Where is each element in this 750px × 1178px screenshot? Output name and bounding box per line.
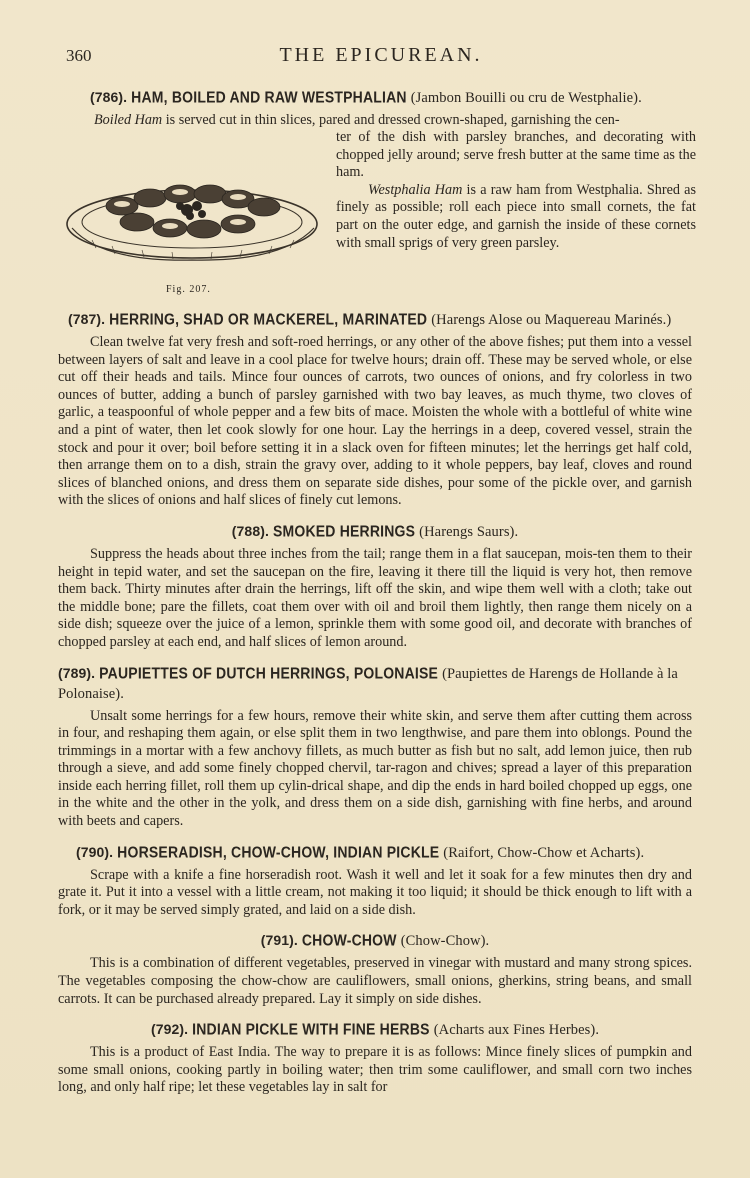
recipe-french-title: (Chow-Chow). bbox=[400, 933, 490, 950]
recipe-heading bbox=[58, 931, 692, 951]
recipe-french-title: (Paupiettes de Harengs de Hollande à la Polonaise). bbox=[58, 665, 678, 702]
ham-block bbox=[58, 112, 696, 302]
recipe-number: (790). bbox=[76, 843, 114, 860]
recipe-number: (787). bbox=[68, 311, 106, 327]
boiled-ham-continued: ter of the dish with parsley branches, and decorating with chopped jelly around; serve fresh butter at the same time as the ham. bbox=[336, 129, 696, 181]
lead-text: is served cut in thin slices, pared and dressed crown-shaped, garnishing the cen- bbox=[162, 112, 620, 128]
recipe-body: Scrape with a knife a fine horseradish root. Wash it well and let it soak for a few minutes then dry and grate it. Put it into a vessel with a little cream, not making it too liquid; it should be thick enough to lift with a fork, or it may be served simply grated, and laid on a side dish. bbox=[58, 866, 692, 918]
westphalia-text: is a raw ham from Westphalia. Shred as finely as possible; roll each piece into small cornets, the fat part on the outer edge, and garnish the inside of these cornets with small sprigs of very green parsley. bbox=[336, 181, 696, 251]
recipe-lead bbox=[58, 112, 692, 130]
recipe-body: This is a combination of different vegetables, preserved in vinegar with mustard and many strong spices. The vegetables composing the chow-chow are cauliflowers, small onions, gherkins, string beans, and small carrots. It can be purchased already prepared. Lay it simply on side dishes. bbox=[58, 955, 692, 1007]
recipe-number: (792). bbox=[150, 1021, 189, 1038]
recipe-body: Suppress the heads about three inches from the tail; range them in a flat saucepan, mois-ten them to their height in tepid water, and set the saucepan on the fire, leaving it there till the liquid is very hot, then remove them back. Thirty minutes after drain the herrings, lift off the skin, and wipe them well with a cloth; take out the middle bone; pare the fillets, coat them over with oil and broil them lightly, then range them nicely on a side dish; squeeze over the juice of a lemon, sprinkle them with some good oil, and decorate with branches of chopped parsley at each end, and half slices of lemon around. bbox=[58, 545, 692, 650]
recipe-heading bbox=[58, 310, 692, 330]
recipe-790 bbox=[58, 843, 692, 920]
recipe-number: (789). bbox=[58, 664, 96, 681]
recipe-heading bbox=[58, 664, 692, 704]
recipe-number: (788). bbox=[231, 522, 269, 539]
recipe-french-title: (Acharts aux Fines Herbes). bbox=[433, 1022, 600, 1039]
figure-caption: Fig. 207. bbox=[166, 284, 211, 295]
recipe-body: Clean twelve fat very fresh and soft-roed herrings, or any other of the above fishes; put them into a vessel between layers of salt and leave in a cool place for twelve hours; drain off. These may be served whole, or else cut off their heads and tails. Mince four ounces of carrots, two ounces of onions, and fry colorless in two ounces of butter, adding a bunch of parsley garnished with two bay leaves, as much thyme, two cloves of garlic, a teaspoonful of whole pepper and a few bits of mace. Moisten the whole with a bottleful of white wine and a pint of water, then let cook slowly for one hour. Lay the herrings in a deep, covered vessel, strain the stock and pour it over; boil before setting it in a slack oven for fifteen minutes; let the herrings get half cold, then arrange them on to a dish, strain the gravy over, adding to it whole peppers, bay leaf, cloves and round slices of blanched onions, and dress them on separate side dishes, pour some of the pickle over, and garnish with the slices of onions and half slices of finely cut lemons. bbox=[58, 334, 692, 509]
recipe-786 bbox=[58, 87, 696, 302]
recipe-french-title: (Harengs Saurs). bbox=[419, 523, 519, 540]
recipe-title: HERRING, SHAD OR MACKEREL, MARINATED bbox=[109, 309, 428, 329]
running-title: THE EPICUREAN. bbox=[279, 44, 483, 66]
recipe-787 bbox=[58, 310, 692, 510]
recipe-792 bbox=[58, 1020, 692, 1097]
page-content bbox=[58, 87, 696, 1097]
recipe-french-title: (Harengs Alose ou Maquereau Marinés.) bbox=[431, 312, 672, 328]
page-header bbox=[66, 44, 696, 74]
recipe-788 bbox=[58, 522, 692, 652]
recipe-heading bbox=[58, 843, 692, 863]
recipe-title: PAUPIETTES OF DUTCH HERRINGS, POLONAISE bbox=[99, 663, 439, 682]
recipe-title: HAM, BOILED AND RAW WESTPHALIAN bbox=[131, 87, 407, 107]
recipe-title: CHOW-CHOW bbox=[301, 931, 397, 950]
recipe-title: SMOKED HERRINGS bbox=[272, 521, 416, 541]
page-number: 360 bbox=[66, 46, 92, 65]
recipe-title: INDIAN PICKLE WITH FINE HERBS bbox=[192, 1019, 430, 1039]
recipe-french-title: (Raifort, Chow-Chow et Acharts). bbox=[443, 844, 645, 861]
ham-platter-engraving-icon bbox=[62, 144, 324, 274]
recipe-heading bbox=[58, 88, 692, 108]
recipe-heading bbox=[58, 522, 692, 542]
lead-italic: Boiled Ham bbox=[94, 112, 163, 128]
recipe-title: HORSERADISH, CHOW-CHOW, INDIAN PICKLE bbox=[117, 842, 440, 861]
westphalia-italic: Westphalia Ham bbox=[368, 181, 463, 198]
recipe-number: (791). bbox=[260, 932, 298, 949]
recipe-french-title: (Jambon Bouilli ou cru de Westphalie). bbox=[410, 90, 642, 106]
recipe-number: (786). bbox=[90, 89, 128, 105]
recipe-body: This is a product of East India. The way to prepare it is as follows: Mince finely slices of pumpkin and some small onions, cooking partly in boiling water; then trim some cauliflower, and small corn two inches long, and only half ripe; let these vegetables lay in salt for bbox=[58, 1044, 692, 1096]
recipe-789 bbox=[58, 664, 692, 831]
westphalia-ham-paragraph bbox=[336, 182, 696, 252]
recipe-heading bbox=[58, 1020, 692, 1040]
recipe-791 bbox=[58, 931, 692, 1008]
recipe-body: Unsalt some herrings for a few hours, remove their white skin, and serve them after cutting them across in four, and reshaping them again, or else split them in two lengthwise, and pare them into oblongs. Pound the trimmings in a mortar with a few anchovy fillets, as much butter as fish but no salt, add lemon juice, then rub through a sieve, and add some finely chopped chervil, tar-ragon and chives; spread a layer of this preparation inside each herring fillet, roll them up cylin-drical shape, and dip the ends in hard boiled chopped up eggs, one in the white and the other in the yolk, and dress them on a side dish, garnishing with fine herbs, and around with beets and capers. bbox=[58, 707, 692, 830]
ham-right-column bbox=[336, 129, 696, 252]
